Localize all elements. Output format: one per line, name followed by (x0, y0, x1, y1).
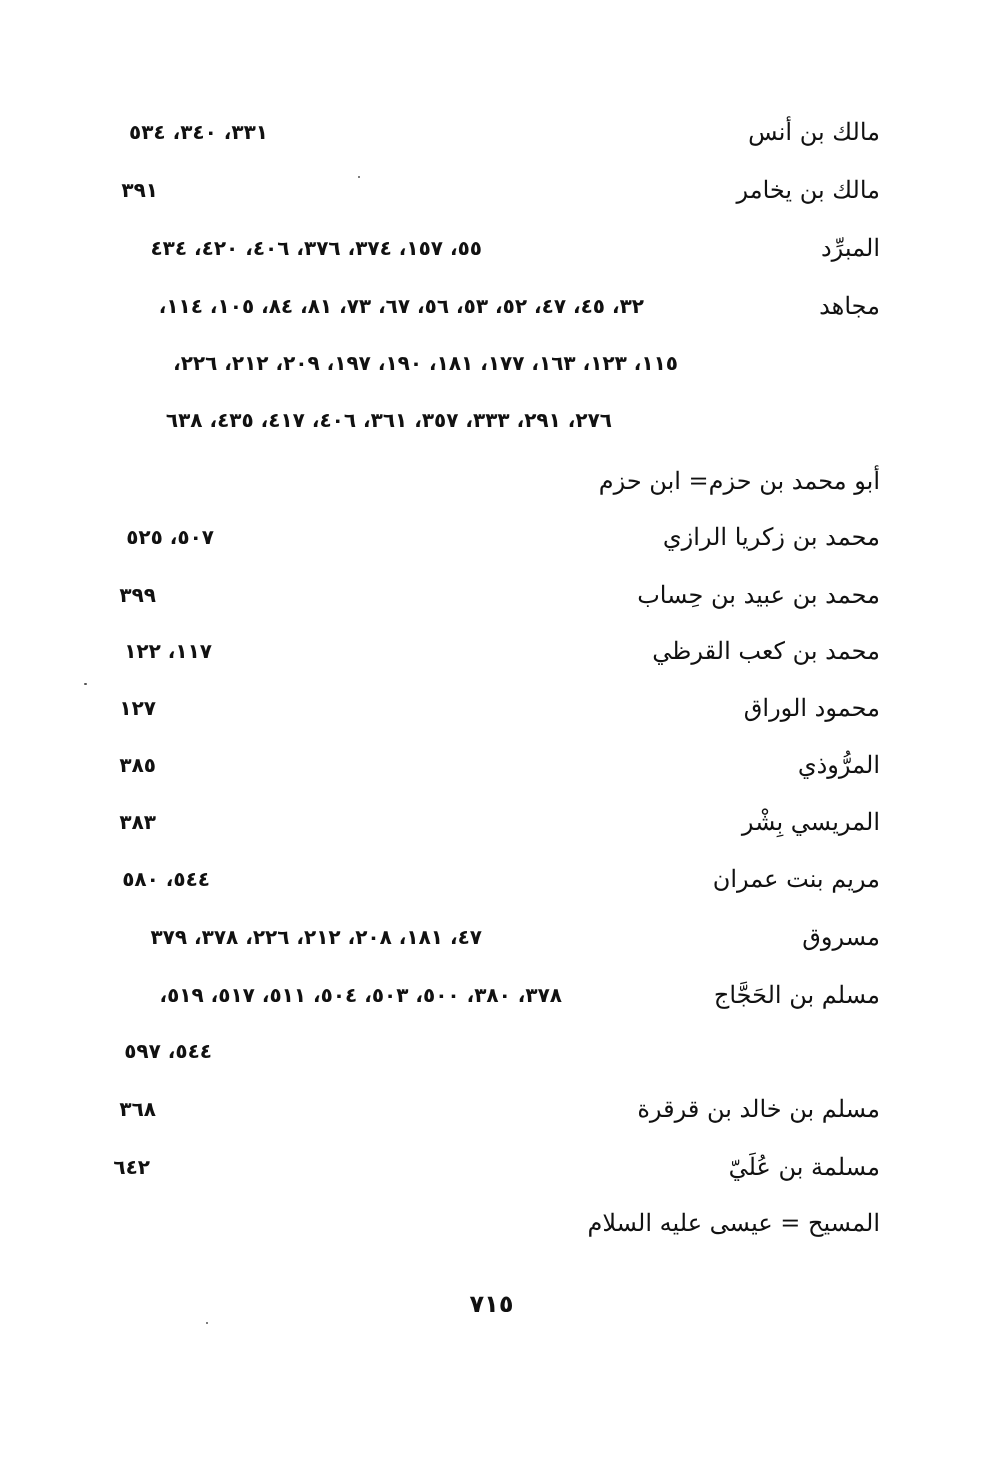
index-entry-masruq (100, 917, 880, 957)
index-entry-mujahid-cont-1 (100, 343, 880, 383)
index-entry-malik-ibn-anas (100, 112, 880, 152)
entry-name: مسلم بن الحَجَّاج (713, 981, 880, 1009)
index-entry-abu-muhammad-ibn-hazm (100, 461, 880, 501)
entry-pages: ٣٧٨، ٣٨٠، ٥٠٠، ٥٠٣، ٥٠٤، ٥١١، ٥١٧، ٥١٩، (159, 983, 562, 1007)
print-speck (84, 683, 87, 685)
entry-name: المسيح = عيسى عليه السلام (587, 1209, 880, 1237)
entry-pages: ٥٠٧، ٥٢٥ (126, 525, 214, 549)
entry-name: المرُّوذي (797, 751, 880, 779)
entry-name: محمد بن عبيد بن حِساب (637, 581, 880, 609)
entry-pages: ٣٨٣ (119, 810, 156, 834)
entry-pages: ١٢٧ (119, 696, 156, 720)
index-entry-al-razi (100, 517, 880, 557)
entry-pages: ٤٧، ١٨١، ٢٠٨، ٢١٢، ٢٢٦، ٣٧٨، ٣٧٩ (150, 925, 482, 949)
index-entry-ibn-hisab (100, 575, 880, 615)
print-speck (206, 1322, 208, 1324)
page-number: ٧١٥ (469, 1290, 514, 1318)
entry-name: مالك بن أنس (748, 118, 880, 146)
index-entry-muslim-ibn-al-hajjaj (100, 975, 880, 1015)
entry-name: مجاهد (819, 292, 880, 320)
entry-pages: ٥٤٤، ٥٩٧ (124, 1039, 212, 1063)
index-entry-maslama-ibn-ulayy (100, 1147, 880, 1187)
index-entry-malik-ibn-yukhamir (100, 170, 880, 210)
index-entry-al-warraq (100, 688, 880, 728)
entry-pages: ٣٦٨ (119, 1097, 156, 1121)
entry-name: محمود الوراق (743, 694, 880, 722)
index-entry-muslim-ibn-al-hajjaj-cont (100, 1031, 880, 1071)
index-entry-al-masih (100, 1203, 880, 1243)
entry-pages: ٥٤٤، ٥٨٠ (122, 867, 210, 891)
entry-name: مالك بن يخامر (736, 176, 880, 204)
index-entry-maryam (100, 859, 880, 899)
entry-name: مسلم بن خالد بن قرقرة (637, 1095, 880, 1123)
entry-pages: ٣٩١ (121, 178, 158, 202)
index-entry-al-mubarrid (100, 228, 880, 268)
entry-name: المريسي بِشْر (741, 808, 880, 836)
entry-name: مسروق (802, 923, 880, 951)
index-entry-muslim-ibn-khalid (100, 1089, 880, 1129)
entry-name: أبو محمد بن حزم= ابن حزم (598, 467, 880, 495)
entry-name: مريم بنت عمران (712, 865, 880, 893)
index-entry-mujahid (100, 286, 880, 326)
entry-pages: ٥٥، ١٥٧، ٣٧٤، ٣٧٦، ٤٠٦، ٤٢٠، ٤٣٤ (150, 236, 482, 260)
entry-name: المبرِّد (820, 234, 880, 262)
index-entry-mujahid-cont-2 (100, 400, 880, 440)
entry-pages: ٢٧٦، ٢٩١، ٣٣٣، ٣٥٧، ٣٦١، ٤٠٦، ٤١٧، ٤٣٥، ٦٣٨ (165, 408, 612, 432)
entry-name: محمد بن كعب القرظي (652, 637, 880, 665)
entry-pages: ٣٣١، ٣٤٠، ٥٣٤ (129, 120, 268, 144)
entry-pages: ٣٩٩ (119, 583, 156, 607)
entry-pages: ٦٤٢ (113, 1155, 150, 1179)
index-entry-al-marrudhi (100, 745, 880, 785)
index-entry-al-quradhi (100, 631, 880, 671)
entry-pages: ٣٨٥ (119, 753, 156, 777)
entry-name: محمد بن زكريا الرازي (662, 523, 880, 551)
entry-pages: ١١٧، ١٢٢ (124, 639, 212, 663)
print-speck (358, 176, 360, 178)
entry-pages: ٣٢، ٤٥، ٤٧، ٥٢، ٥٣، ٥٦، ٦٧، ٧٣، ٨١، ٨٤، ١٠٥، ١١٤، (158, 294, 644, 318)
entry-name: مسلمة بن عُلَيّ (728, 1153, 880, 1181)
entry-pages: ١١٥، ١٢٣، ١٦٣، ١٧٧، ١٨١، ١٩٠، ١٩٧، ٢٠٩، ٢١٢، ٢٢٦، (173, 351, 678, 375)
index-entry-al-marisi (100, 802, 880, 842)
